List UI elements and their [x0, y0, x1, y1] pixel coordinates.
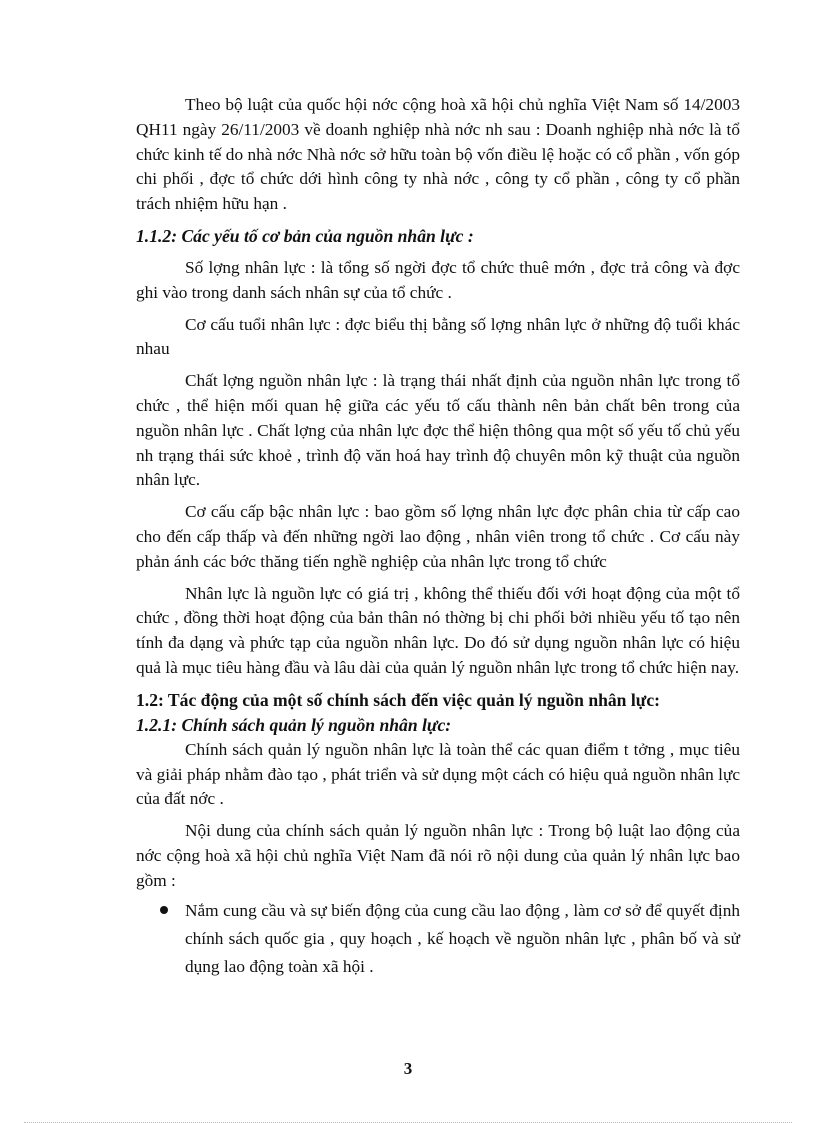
- paragraph-rank-structure: Cơ cấu cấp bậc nhân lực : bao gồm số lợng nhân lực đợc phân chia từ cấp cao cho đến cấp thấp và đến những ngời lao động , nhân viên trong tổ chức . Cơ cấu này phản ánh các bớc thăng tiến nghề nghiệp của nhân lực trong tổ chức: [136, 502, 740, 571]
- list-item-text: Nắm cung cầu và sự biến động của cung cầu lao động , làm cơ sở để quyết định chính sách quốc gia , quy hoạch , kế hoạch về nguồn nhân lực , phân bố và sử dụng lao động toàn xã hội .: [185, 900, 740, 976]
- paragraph-staff-count: Số lợng nhân lực : là tổng số ngời đợc tổ chức thuê mớn , đợc trả công và đợc ghi vào trong danh sách nhân sự của tổ chức .: [136, 257, 740, 302]
- bullet-icon: [136, 897, 185, 981]
- heading-1-2: 1.2: Tác động của một số chính sách đến việc quản lý nguồn nhân lực:: [136, 689, 660, 710]
- heading-1-1-2: 1.1.2: Các yếu tố cơ bản của nguồn nhân lực :: [136, 225, 474, 246]
- paragraph-policy-content: Nội dung của chính sách quản lý nguồn nhân lực : Trong bộ luật lao động của nớc cộng hoà xã hội chủ nghĩa Việt Nam đã nói rõ nội dung của quản lý nhân lực bao gồm :: [136, 821, 740, 890]
- heading-1-2-1: 1.2.1: Chính sách quản lý nguồn nhân lực:: [136, 714, 452, 735]
- paragraph-value: Nhân lực là nguồn lực có giá trị , không thể thiếu đối với hoạt động của một tổ chức , đồng thời hoạt động của bản thân nó thờng bị chi phối bởi nhiều yếu tố tạo nên tính đa dạng và phức tạp của nguồn nhân lực. Do đó sử dụng nguồn nhân lực có hiệu quả là mục tiêu hàng đầu và lâu dài của quản lý nguồn nhân lực trong tổ chức hiện nay.: [136, 583, 740, 677]
- paragraph-intro: Theo bộ luật của quốc hội nớc cộng hoà xã hội chủ nghĩa Việt Nam số 14/2003 QH11 ngày 26/11/2003 về doanh nghiệp nhà nớc nh sau : Doanh nghiệp nhà nớc là tổ chức kinh tế do nhà nớc Nhà nớc sở hữu toàn bộ vốn điều lệ hoặc có cổ phần , vốn góp chi phối , đợc tổ chức dới hình công ty nhà nớc , công ty cổ phần , công ty cổ phần trách nhiệm hữu hạn .: [136, 95, 740, 214]
- page-content: [136, 93, 740, 981]
- paragraph-policy-definition: Chính sách quản lý nguồn nhân lực là toàn thể các quan điểm t tởng , mục tiêu và giải pháp nhằm đào tạo , phát triển và sử dụng một cách có hiệu quả nguồn nhân lực của đất nớc .: [136, 739, 740, 809]
- list-item: [136, 897, 740, 981]
- paragraph-quality: Chất lợng nguồn nhân lực : là trạng thái nhất định của nguồn nhân lực trong tổ chức , thể hiện mối quan hệ giữa các yếu tố cấu thành nên bản chất bên trong của nguồn nhân lực . Chất lợng của nhân lực đợc thể hiện thông qua một số yếu tố chủ yếu nh trạng thái sức khoẻ , trình độ văn hoá hay trình độ chuyên môn kỹ thuật của nguồn nhân lực.: [136, 371, 740, 490]
- page-number: 3: [403, 1059, 413, 1078]
- paragraph-age-structure: Cơ cấu tuổi nhân lực : đợc biểu thị bằng số lợng nhân lực ở những độ tuổi khác nhau: [136, 314, 740, 359]
